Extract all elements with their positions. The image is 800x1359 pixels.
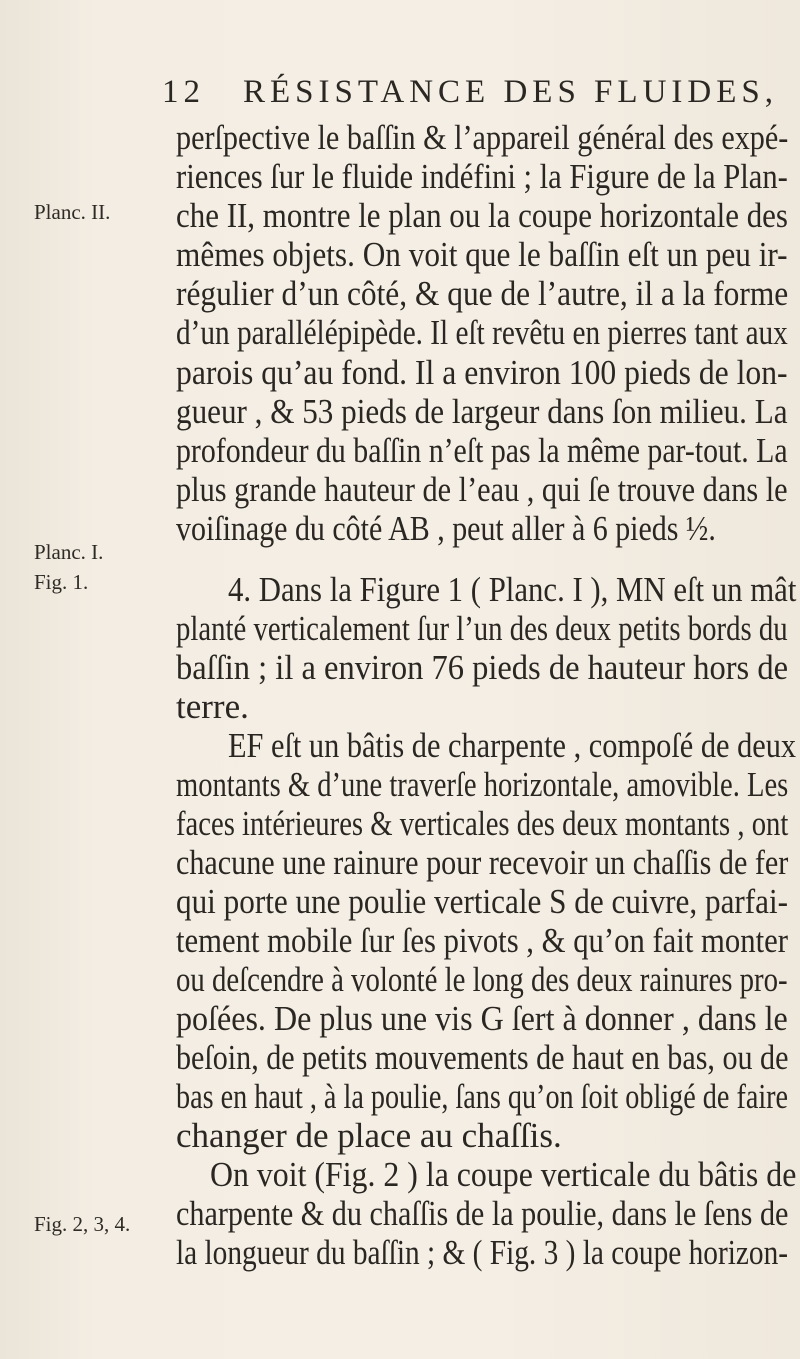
text-line: planté verticalement ſur l’un des deux petits bords du bbox=[176, 609, 788, 648]
text-line: beſoin, de petits mouvements de haut en bas, ou de bbox=[176, 1038, 789, 1077]
text-line: charpente & du chaſſis de la poulie, dans le ſens de bbox=[176, 1194, 789, 1233]
text-line: faces intérieures & verticales des deux montants , ont bbox=[176, 804, 789, 843]
margin-note-fig-2-3-4: Fig. 2, 3, 4. bbox=[34, 1212, 131, 1236]
text-line: ou deſcendre à volonté le long des deux rainures pro- bbox=[176, 960, 788, 999]
text-line: riences ſur le fluide indéfini ; la Figure de la Plan- bbox=[176, 157, 788, 196]
text-line: terre. bbox=[176, 687, 249, 726]
text-line: régulier d’un côté, & que de l’autre, il a la forme bbox=[176, 274, 789, 313]
text-line: tement mobile ſur ſes pivots , & qu’on fait monter bbox=[176, 921, 788, 960]
text-line: voiſinage du côté AB , peut aller à 6 pieds ½. bbox=[176, 509, 716, 548]
text-line: montants & d’une traverſe horizontale, amovible. Les bbox=[176, 765, 789, 804]
text-line: profondeur du baſſin n’eſt pas la même par-tout. La bbox=[176, 431, 788, 470]
text-line: poſées. De plus une vis G ſert à donner , dans le bbox=[176, 999, 788, 1038]
text-line: bas en haut , à la poulie, ſans qu’on ſoit obligé de faire bbox=[176, 1077, 789, 1116]
text-line: parois qu’au fond. Il a environ 100 pieds de lon- bbox=[176, 353, 788, 392]
margin-note-planc-ii: Planc. II. bbox=[34, 200, 111, 224]
text-line: gueur , & 53 pieds de largeur dans ſon milieu. La bbox=[176, 392, 788, 431]
page-number: 12 bbox=[162, 74, 205, 110]
running-header bbox=[162, 74, 778, 118]
margin-note-planc-i: Planc. I. bbox=[34, 540, 104, 564]
text-line: plus grande hauteur de l’eau , qui ſe trouve dans le bbox=[176, 470, 788, 509]
text-line: 4. Dans la Figure 1 ( Planc. I ), MN eſt un mât bbox=[228, 570, 797, 609]
text-line: che II, montre le plan ou la coupe horizontale des bbox=[176, 196, 788, 235]
margin-note-fig-1: Fig. 1. bbox=[34, 570, 89, 594]
text-line: changer de place au chaſſis. bbox=[176, 1116, 562, 1155]
text-line: mêmes objets. On voit que le baſſin eſt un peu ir- bbox=[176, 235, 788, 274]
text-line: On voit (Fig. 2 ) la coupe verticale du bâtis de bbox=[210, 1155, 797, 1194]
text-line: chacune une rainure pour recevoir un chaſſis de fer bbox=[176, 843, 789, 882]
text-line: la longueur du baſſin ; & ( Fig. 3 ) la coupe horizon- bbox=[176, 1233, 789, 1272]
text-line: d’un parallélépipède. Il eſt revêtu en pierres tant aux bbox=[176, 313, 788, 352]
text-line: EF eſt un bâtis de charpente , compoſé de deux bbox=[228, 726, 797, 765]
text-line: qui porte une poulie verticale S de cuivre, parfai- bbox=[176, 882, 789, 921]
text-line: baſſin ; il a environ 76 pieds de hauteur hors de bbox=[176, 648, 789, 687]
running-title: RÉSISTANCE DES FLUIDES, bbox=[243, 74, 778, 110]
text-line: perſpective le baſſin & l’appareil général des expé- bbox=[176, 118, 789, 157]
